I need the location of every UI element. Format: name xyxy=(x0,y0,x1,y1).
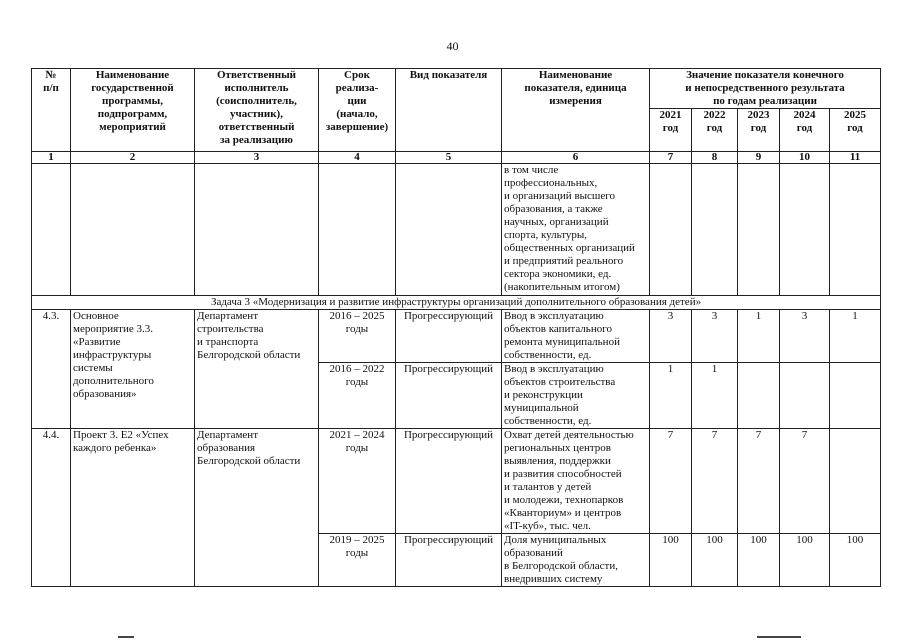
header-indicator-name: Наименование показателя, единица измерения xyxy=(502,69,650,152)
column-number: 10 xyxy=(780,152,830,164)
value-2024: 100 xyxy=(780,534,830,587)
value-2023: 100 xyxy=(738,534,780,587)
value-2024: 7 xyxy=(780,429,830,534)
indicator-name: Ввод в эксплуатацию объектов строительства и реконструкции муниципальной собственности, ед. xyxy=(502,363,650,429)
column-number: 8 xyxy=(692,152,738,164)
header-row xyxy=(32,69,881,109)
header-num: № п/п xyxy=(32,69,71,152)
column-number: 6 xyxy=(502,152,650,164)
value-2022: 100 xyxy=(692,534,738,587)
measure-name: Основное мероприятие 3.3. «Развитие инфраструктуры системы дополнительного образования» xyxy=(71,310,195,429)
period: 2016 – 2022 годы xyxy=(319,363,396,429)
header-period: Срок реализа- ции (начало, завершение) xyxy=(319,69,396,152)
scan-edge-mark xyxy=(757,636,801,638)
column-number: 1 xyxy=(32,152,71,164)
period: 2021 – 2024 годы xyxy=(319,429,396,534)
executor: Департамент образования Белгородской области xyxy=(195,429,319,587)
column-number: 3 xyxy=(195,152,319,164)
header-program-name: Наименование государственной программы, подпрограмм, мероприятий xyxy=(71,69,195,152)
column-number-row xyxy=(32,152,881,164)
header-year-2022: 2022 год xyxy=(692,109,738,152)
row-number: 4.4. xyxy=(32,429,71,587)
column-number: 2 xyxy=(71,152,195,164)
header-year-2021: 2021 год xyxy=(650,109,692,152)
value-2022: 7 xyxy=(692,429,738,534)
period: 2016 – 2025 годы xyxy=(319,310,396,363)
header-year-2025: 2025 год xyxy=(830,109,881,152)
value-2021: 7 xyxy=(650,429,692,534)
indicator-name: Охват детей деятельностью региональных центров выявления, поддержки и развития способностей и талантов у детей и молодежи, технопарков «Кванториум» и центров «IT-куб», тыс. чел. xyxy=(502,429,650,534)
indicator-type: Прогрессирующий xyxy=(396,363,502,429)
table-row xyxy=(32,310,881,363)
value-2021: 1 xyxy=(650,363,692,429)
period: 2019 – 2025 годы xyxy=(319,534,396,587)
table-row xyxy=(32,429,881,534)
value-2023: 1 xyxy=(738,310,780,363)
continuation-indicator: в том числе профессиональных, и организаций высшего образования, а также научных, организаций спорта, культуры, общественных организаций и предприятий реального сектора экономики, ед. (накопительным итогом) xyxy=(502,164,650,296)
value-2023 xyxy=(738,363,780,429)
task-3-row xyxy=(32,296,881,310)
value-2025: 1 xyxy=(830,310,881,363)
column-number: 7 xyxy=(650,152,692,164)
header-executor: Ответственный исполнитель (соисполнитель, участник), ответственный за реализацию xyxy=(195,69,319,152)
value-2024: 3 xyxy=(780,310,830,363)
task-3-title: Задача 3 «Модернизация и развитие инфраструктуры организаций дополнительного образования детей» xyxy=(32,296,881,310)
header-year-2024: 2024 год xyxy=(780,109,830,152)
value-2025: 100 xyxy=(830,534,881,587)
indicator-type: Прогрессирующий xyxy=(396,534,502,587)
page-number: 40 xyxy=(446,39,459,53)
executor: Департамент строительства и транспорта Белгородской области xyxy=(195,310,319,429)
value-2022: 3 xyxy=(692,310,738,363)
continuation-row xyxy=(32,164,881,296)
header-year-2023: 2023 год xyxy=(738,109,780,152)
header-values: Значение показателя конечного и непосредственного результата по годам реализации xyxy=(650,69,881,109)
program-indicators-table xyxy=(31,68,881,587)
value-2021: 3 xyxy=(650,310,692,363)
scan-edge-mark xyxy=(118,636,134,638)
column-number: 11 xyxy=(830,152,881,164)
column-number: 4 xyxy=(319,152,396,164)
column-number: 5 xyxy=(396,152,502,164)
value-2022: 1 xyxy=(692,363,738,429)
value-2023: 7 xyxy=(738,429,780,534)
header-indicator-type: Вид показателя xyxy=(396,69,502,152)
value-2025 xyxy=(830,429,881,534)
column-number: 9 xyxy=(738,152,780,164)
row-number: 4.3. xyxy=(32,310,71,429)
indicator-name: Ввод в эксплуатацию объектов капитального ремонта муниципальной собственности, ед. xyxy=(502,310,650,363)
indicator-type: Прогрессирующий xyxy=(396,429,502,534)
value-2021: 100 xyxy=(650,534,692,587)
value-2024 xyxy=(780,363,830,429)
indicator-type: Прогрессирующий xyxy=(396,310,502,363)
indicator-name: Доля муниципальных образований в Белгородской области, внедривших систему xyxy=(502,534,650,587)
measure-name: Проект 3. Е2 «Успех каждого ребенка» xyxy=(71,429,195,587)
value-2025 xyxy=(830,363,881,429)
